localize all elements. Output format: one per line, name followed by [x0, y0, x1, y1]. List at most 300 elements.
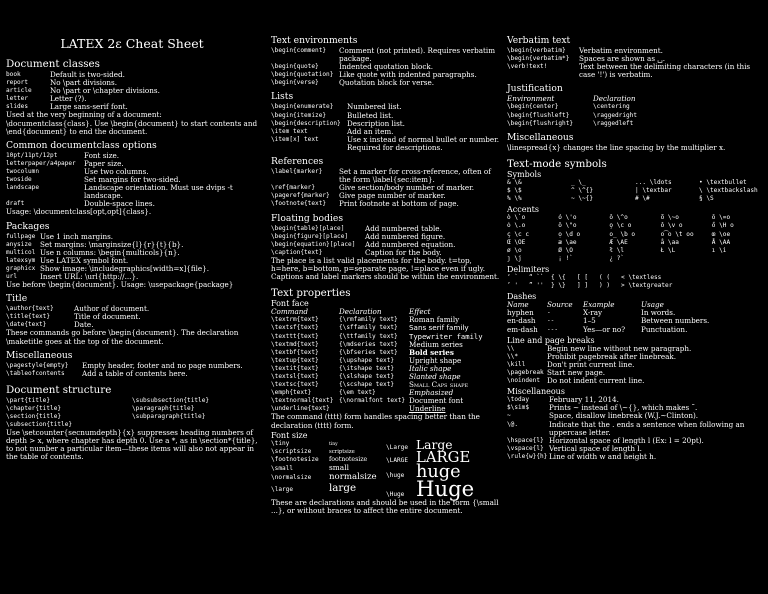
font-size-left: [271, 440, 386, 494]
description: Indicate that the . ends a sentence when following an uppercase letter.: [549, 419, 745, 437]
command: \large: [271, 485, 294, 493]
command: \textup{text}: [271, 356, 319, 364]
description: Indented quotation block.: [339, 62, 434, 72]
description: Space, disallow linebreak (W.J.~Clinton).: [549, 411, 699, 421]
section-heading: Document classes: [6, 58, 100, 70]
command: \begin{verse}: [271, 79, 319, 87]
sample: LARGE: [416, 448, 471, 466]
accent-cell: ç \c c: [507, 230, 530, 238]
text-env-list: [271, 47, 501, 87]
dash-cell: X-ray: [583, 308, 603, 318]
command: \subsubsection{title}: [132, 396, 210, 404]
misc-commands-list: [507, 396, 763, 461]
font-size-right: [386, 437, 501, 502]
accent-cell: Ø \O: [558, 246, 573, 254]
command: letterpaper/a4paper: [6, 159, 76, 167]
structure-left: [6, 397, 132, 429]
description: Give section/body number of marker.: [339, 183, 475, 193]
symbol-cell: ~ \~{}: [571, 195, 594, 203]
section-heading: Lists: [271, 91, 294, 103]
list-row: [6, 95, 258, 103]
command: \textsl{text}: [271, 373, 319, 380]
description: Horizontal space of length l (Ex: l = 20pt).: [549, 435, 704, 445]
doc-classes-note: Used at the very beginning of a document:: [6, 110, 162, 120]
dash-cell: Between numbers.: [641, 316, 710, 326]
command: \subparagraph{title}: [132, 413, 206, 420]
sample: huge: [416, 461, 461, 482]
description: Text between the delimiting characters (in this case '!') is verbatim.: [579, 62, 751, 80]
command: 10pt/11pt/12pt: [6, 151, 58, 159]
symbol-cell: _ \_: [571, 178, 586, 186]
command: book: [6, 71, 21, 78]
accent-cell: ø \o: [507, 246, 522, 254]
description: Empty header, footer and no page numbers.: [82, 360, 243, 370]
command: \textrm{text}: [271, 316, 319, 324]
description: Use n columns: \begin{multicols}{n}.: [40, 247, 180, 257]
environment: \begin{flushright}: [507, 119, 574, 127]
description: Do not indent current line.: [547, 376, 645, 386]
command: \noindent: [507, 377, 541, 385]
accent-cell: o͡o \t oo: [660, 230, 694, 238]
accent-cell: Æ \AE: [609, 238, 628, 246]
section-heading: Floating bodies: [271, 212, 344, 224]
command: \begin{quote}: [271, 63, 319, 71]
command: \hspace{l}: [507, 436, 544, 444]
command: fullpage: [6, 232, 36, 240]
accent-cell: Ł \L: [660, 246, 676, 254]
command: \tiny: [271, 439, 290, 447]
command: article: [6, 87, 32, 95]
verbatim-list: [507, 47, 763, 79]
command: \huge: [386, 471, 405, 479]
font-face-note: The command (tttt) form handles spacing better than the declaration (tttt) form.: [271, 412, 480, 430]
accent-cell: Œ \OE: [507, 238, 526, 246]
description: Print footnote at bottom of page.: [339, 199, 459, 209]
command: draft: [6, 200, 25, 208]
table-header: Environment: [507, 94, 555, 104]
command: \begin{equation}[place]: [271, 240, 356, 248]
effect: Italic shape: [409, 363, 452, 373]
effect: Bold series: [409, 347, 454, 357]
description: Quotation block for verse.: [339, 78, 435, 88]
command: $\sim$: [507, 404, 530, 412]
command: landscape: [6, 184, 40, 192]
size-row: [271, 483, 386, 494]
accent-cell: ¿ ?`: [609, 254, 625, 262]
command: \tableofcontents: [6, 369, 65, 377]
description: Default is two-sided.: [50, 70, 125, 79]
environment: \begin{flushleft}: [507, 111, 570, 119]
list-row: [271, 136, 501, 152]
command: \item[x] text: [271, 135, 319, 143]
dashes-table: [507, 301, 763, 333]
command: \footnotesize: [271, 455, 319, 463]
description: Letter (?).: [50, 94, 87, 104]
section-heading: Text properties: [271, 287, 351, 300]
effect: Document font: [409, 396, 464, 406]
command: \date{text}: [6, 321, 47, 329]
delimiters-table: [507, 274, 763, 290]
command: \scriptsize: [271, 447, 312, 455]
command: \verb!text!: [507, 63, 548, 71]
effect: Medium series: [409, 339, 463, 349]
effect: Small Caps shape: [409, 380, 469, 390]
environment: \begin{center}: [507, 103, 559, 111]
list-row: [6, 87, 258, 95]
symbol-cell: | \textbar: [635, 187, 672, 195]
accent-cell: o̧ \c o: [609, 222, 632, 230]
command: \texttt{text}: [271, 332, 319, 340]
subheading: Accents: [507, 205, 539, 215]
description: Don't print current line.: [547, 359, 635, 369]
description: Bulleted list.: [347, 110, 394, 120]
doc-classes-list: [6, 71, 258, 111]
accent-cell: ô \^o: [609, 214, 628, 222]
command: \@.: [507, 420, 519, 428]
title-list: [6, 305, 258, 329]
section-heading: Packages: [6, 220, 50, 232]
command: \textit{text}: [271, 364, 319, 372]
description: Add numbered table.: [365, 223, 442, 233]
section-heading: Common documentclass options: [6, 139, 157, 151]
subheading: Font face: [271, 299, 309, 309]
sample: Huge: [416, 476, 475, 502]
command: url: [6, 272, 18, 280]
declaration: {\em text}: [339, 389, 376, 397]
effect: Upright shape: [409, 355, 462, 365]
command: \caption{text}: [271, 248, 323, 256]
accent-cell: æ \ae: [558, 238, 577, 246]
symbol-cell: \ \textbackslash: [699, 187, 758, 195]
description: Paper size.: [84, 158, 124, 168]
dash-cell: hyphen: [507, 308, 534, 318]
command: \normalsize: [271, 474, 312, 482]
accent-cell: ł \l: [609, 246, 625, 254]
section-heading: Verbatim text: [507, 35, 571, 46]
column-1: [6, 34, 258, 462]
accent-cell: ọ \d o: [558, 230, 581, 238]
accent-cell: ö \"o: [558, 222, 577, 230]
command: \pagestyle{empty}: [6, 361, 69, 369]
table-header: Usage: [641, 300, 664, 310]
effect: Typewriter family: [409, 331, 483, 341]
list-row: [507, 453, 763, 461]
declaration: {\mdseries text}: [339, 340, 398, 348]
symbol-cell: § \S: [699, 195, 714, 203]
command: \begin{description}: [271, 119, 341, 127]
dash-cell: 1–5: [583, 316, 596, 326]
command: anysize: [6, 240, 32, 248]
accent-cell: å \aa: [660, 238, 679, 246]
subheading: Line and page breaks: [507, 335, 595, 345]
command: \part{title}: [6, 396, 51, 404]
declaration: {\upshape text}: [339, 356, 395, 364]
command: twoside: [6, 176, 32, 184]
delimiter-cell: < \textless: [621, 273, 662, 281]
description: Prohibit pagebreak after linebreak.: [547, 351, 677, 361]
description: Large sans-serif font.: [50, 102, 128, 112]
size-row: [271, 440, 386, 448]
accent-cell: ¡ !`: [558, 254, 573, 262]
subheading: Symbols: [507, 169, 542, 179]
symbol-cell: • \textbullet: [699, 178, 747, 186]
list-row: [6, 313, 258, 321]
description: Comment (not printed). Requires verbatim package.: [339, 46, 496, 64]
symbol-cell: % \%: [507, 195, 522, 203]
description: Add an item.: [347, 126, 394, 136]
command: \begin{enumerate}: [271, 103, 334, 111]
command: \emph{text}: [271, 389, 312, 397]
command: \vspace{l}: [507, 444, 544, 452]
description: Numbered list.: [347, 102, 402, 112]
accent-cell: ı \i: [711, 246, 727, 254]
doc-classes-usage: \documentclass{class}. Use \begin{document} to start contents and \end{document} to end the document.: [6, 118, 258, 136]
dash-cell: Punctuation.: [641, 324, 688, 334]
list-row: [6, 71, 258, 79]
dash-cell: ---: [547, 325, 559, 333]
command: \textbf{text}: [271, 348, 319, 356]
description: Like quote with indented paragraphs.: [339, 70, 477, 80]
command: latexsym: [6, 256, 36, 264]
command: \begin{verbatim}: [507, 47, 566, 54]
list-row: [6, 184, 258, 200]
list-row: [507, 63, 763, 79]
description: Add numbered figure.: [365, 231, 446, 241]
command: \\: [507, 344, 515, 352]
description: Start new page.: [547, 368, 606, 377]
declaration: {\scshape text}: [339, 381, 395, 389]
subheading: Dashes: [507, 292, 537, 302]
command: multicol: [6, 248, 36, 256]
command: report: [6, 79, 29, 87]
command: \footnote{text}: [271, 200, 327, 208]
command: \LARGE: [386, 456, 409, 464]
effect: Underline: [409, 404, 446, 414]
command: \rule{w}{h}: [507, 452, 548, 460]
declaration: \centering: [593, 103, 630, 111]
accent-cell: [712, 255, 763, 263]
delimiter-cell: [ [: [577, 273, 589, 281]
section-heading: Miscellaneous: [6, 349, 73, 361]
description: Set margins for two-sided.: [84, 175, 181, 185]
linespread-note: \linespread{x} changes the line spacing by the multiplier x.: [507, 142, 726, 152]
section-heading: Document structure: [6, 383, 112, 396]
command: \textsc{text}: [271, 381, 319, 389]
description: Title of document.: [74, 312, 141, 322]
list-row: [507, 421, 763, 437]
effect: Sans serif family: [409, 323, 469, 333]
delimiter-cell: ‘ `: [507, 273, 519, 281]
list-row: [271, 47, 501, 63]
list-row: [6, 152, 258, 160]
subheading: Miscellaneous: [507, 387, 565, 397]
description: Verbatim environment.: [579, 46, 663, 55]
description: Add numbered equation.: [365, 239, 456, 249]
packages-usage: Use before \begin{document}. Usage: \usepackage{package}: [6, 280, 234, 290]
delimiter-cell: ] ]: [577, 282, 589, 290]
structure-note: Use \setcounter{secnumdepth}{x} suppresses heading numbers of depth > x, where chapter has depth 0. Use a *, as in \section*{title}, to not number a particular item—these items will also not appear in the table of contents.: [6, 428, 258, 462]
description: Use LATEX symbol font.: [40, 255, 129, 265]
command: \begin{verbatim*}: [507, 55, 570, 63]
dash-cell: en-dash: [507, 316, 536, 326]
dash-cell: em-dash: [507, 324, 538, 334]
delimiter-cell: ) ): [599, 282, 611, 290]
list-row: [507, 361, 763, 369]
section-heading: Text-mode symbols: [507, 157, 607, 170]
description: Set a marker for cross-reference, often of the form \label{sec:item}.: [339, 167, 491, 185]
command: \Huge: [386, 491, 405, 499]
title-note: These commands go before \begin{document}. The declaration \maketitle goes at the top of the document.: [6, 328, 239, 346]
accent-cell: ȯ \.o: [507, 222, 526, 230]
command: graphicx: [6, 264, 36, 272]
command: \begin{figure}[place]: [271, 232, 349, 240]
description: Add a table of contents here.: [82, 368, 188, 378]
description: No \part divisions.: [50, 78, 117, 88]
accent-cell: ò \`o: [507, 214, 526, 222]
effect: Emphasized: [409, 388, 454, 398]
command: \small: [271, 465, 294, 473]
dash-cell: Yes—or no?: [583, 324, 626, 334]
description: Use 1 inch margins.: [40, 231, 114, 241]
command: twocolumn: [6, 167, 40, 175]
command: \begin{comment}: [271, 47, 327, 54]
symbol-cell: ^ \^{}: [571, 187, 594, 195]
table-header: Effect: [409, 307, 431, 317]
options-usage: Usage: \documentclass[opt,opt]{class}.: [6, 207, 152, 217]
font-size-note: These are declarations and should be used in the form {\small ...}, or without braces to affect the entire document.: [271, 498, 499, 516]
symbol-cell: & \&: [507, 178, 522, 186]
delimiter-cell: } \}: [551, 282, 566, 290]
structure-right: [132, 397, 258, 421]
section-heading: Title: [6, 293, 28, 305]
declaration: {\ttfamily text}: [339, 332, 398, 340]
size-row: [271, 448, 386, 456]
delimiter-cell: ( (: [599, 273, 611, 281]
section-heading: References: [271, 156, 324, 168]
description: Line of width w and height h.: [549, 451, 657, 461]
command: \pageref{marker}: [271, 192, 330, 200]
symbol-cell: $ \$: [507, 187, 522, 195]
command: \textnormal{text}: [271, 397, 334, 405]
sample: Large: [416, 437, 453, 452]
list-row: [6, 370, 258, 378]
misc-list: [6, 362, 258, 378]
table-header: Declaration: [339, 307, 382, 317]
accent-cell: ō \=o: [711, 214, 731, 222]
dash-cell: In words.: [641, 308, 676, 318]
table-header: Source: [547, 300, 573, 310]
accent-cell: ó \'o: [558, 214, 577, 222]
sample: large: [329, 481, 357, 494]
declaration: {\itshape text}: [339, 364, 395, 372]
accent-cell: o̲ \b o: [609, 230, 636, 238]
description: Spaces are shown as ␣.: [579, 54, 666, 64]
command: ~: [507, 412, 511, 420]
options-list: [6, 152, 258, 209]
accent-cell: ő \H o: [711, 222, 734, 230]
accent-cell: ȷ \j: [507, 254, 522, 262]
refs-list: [271, 168, 501, 208]
description: Show image: \includegraphics[width=x]{file}.: [40, 263, 210, 273]
command: letter: [6, 95, 29, 103]
effect: Slanted shape: [409, 372, 461, 381]
structure-grid: [6, 397, 258, 429]
declaration: {\sffamily text}: [339, 324, 398, 332]
declaration: \raggedleft: [593, 119, 634, 127]
command: \subsection{title}: [6, 421, 73, 429]
command: \begin{itemize}: [271, 111, 327, 119]
list-row: [507, 377, 763, 385]
description: Use x instead of normal bullet or number. Required for descriptions.: [347, 134, 500, 152]
command: slides: [6, 103, 29, 111]
font-face-table: [271, 308, 501, 413]
delimiter-cell: ” '': [529, 282, 544, 290]
description: Landscape orientation. Must use dvips -t landscape.: [84, 183, 233, 201]
section-heading: Miscellaneous: [507, 131, 574, 143]
column-2: [271, 34, 501, 515]
table-header: Name: [507, 300, 529, 310]
table-header: Example: [583, 300, 615, 310]
command: \textmd{text}: [271, 340, 319, 348]
description: Double-space lines.: [84, 199, 155, 209]
command: \begin{table}[place]: [271, 224, 345, 232]
table-header: Command: [271, 307, 308, 317]
size-row: [386, 476, 501, 502]
justification-table: [507, 95, 763, 127]
symbols-table: [507, 179, 763, 203]
list-row: [271, 168, 501, 184]
command: \section{title}: [6, 413, 62, 420]
table-header: Declaration: [593, 94, 636, 104]
subheading: Font size: [271, 430, 308, 440]
section-heading: Text environments: [271, 35, 358, 46]
command: \label{marker}: [271, 168, 323, 176]
page-title: LATEX 2ε Cheat Sheet: [60, 36, 204, 51]
delimiter-cell: ’ ': [507, 282, 519, 290]
command: \\*: [507, 352, 519, 360]
command: \begin{quotation}: [271, 71, 334, 79]
description: Date.: [74, 320, 94, 330]
command: \author{text}: [6, 305, 54, 313]
command: \ref{marker}: [271, 184, 316, 192]
declaration: {\normalfont text}: [339, 397, 406, 405]
description: No \part or \chapter divisions.: [50, 86, 160, 96]
declaration: {\bfseries text}: [339, 348, 398, 356]
accent-cell: œ \oe: [711, 230, 731, 238]
description: Vertical space of length l.: [549, 443, 642, 453]
command: \underline{text}: [271, 405, 330, 413]
delimiter-cell: “ ``: [529, 273, 544, 281]
sample: scriptsize: [329, 448, 355, 455]
description: Caption for the body.: [365, 247, 442, 257]
effect: Roman family: [409, 315, 460, 325]
sample: normalsize: [329, 472, 377, 483]
command: \Large: [386, 443, 409, 451]
linebreaks-list: [507, 345, 763, 385]
description: Insert URL: \url{http://...}.: [40, 271, 139, 281]
accents-table: [507, 214, 763, 263]
symbol-cell: # \#: [635, 195, 650, 203]
accent-cell: ǒ \v o: [660, 222, 683, 230]
list-row: [507, 353, 763, 361]
sample: tiny: [329, 441, 338, 447]
symbol-cell: ... \ldots: [635, 178, 672, 186]
subheading: Delimiters: [507, 264, 550, 274]
column-3: [507, 34, 763, 461]
floats-list: [271, 225, 501, 257]
command: \title{text}: [6, 313, 51, 321]
packages-list: [6, 233, 258, 282]
